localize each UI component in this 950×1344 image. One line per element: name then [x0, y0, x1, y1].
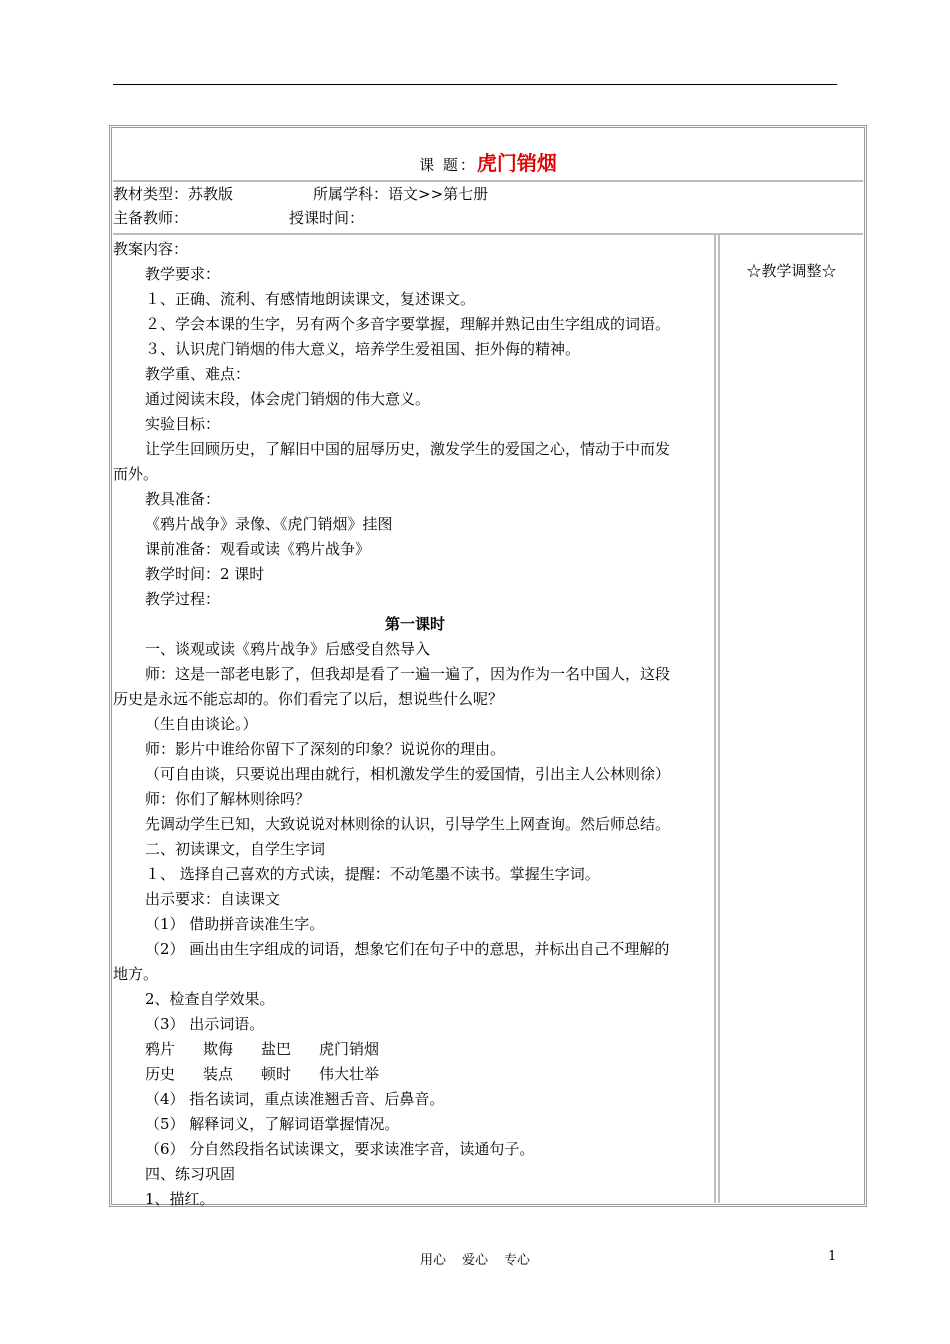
content-line: 先调动学生已知，大致说说对林则徐的认识，引导学生上网查询。然后师总结。 [145, 815, 671, 833]
content-line: 1、描红。 [145, 1190, 215, 1208]
content-line: （可自由谈，只要说出理由就行，相机激发学生的爱国情，引出主人公林则徐） [145, 765, 671, 783]
vocab-row [113, 1037, 717, 1062]
teaching-adjustment-label: ☆教学调整☆ [746, 262, 837, 280]
content-line: 2、检查自学效果。 [145, 990, 275, 1008]
title-row [113, 150, 863, 178]
page-number: 1 [828, 1249, 837, 1264]
content-line: 教学时间：2 课时 [145, 565, 265, 583]
row-divider [113, 180, 863, 182]
content-line: 教案内容： [113, 240, 189, 258]
textbook-type: 教材类型：苏教版 [113, 185, 234, 203]
vocab-word: 虎门销烟 [319, 1040, 380, 1058]
content-line: 教具准备： [145, 490, 221, 508]
content-line: 通过阅读末段，体会虎门销烟的伟大意义。 [145, 390, 431, 408]
content-line: （2） 画出由生字组成的词语，想象它们在句子中的意思，并标出自己不理解的 [145, 940, 670, 958]
title-label: 课 题： [419, 156, 477, 174]
content-line: 师：这是一部老电影了，但我却是看了一遍一遍了，因为作为一名中国人，这段 [145, 665, 671, 683]
row-divider [113, 233, 863, 235]
vocab-word: 鸦片 [145, 1040, 176, 1058]
content-line: 历史是永远不能忘却的。你们看完了以后，想说些什么呢？ [113, 690, 504, 708]
section-heading: 第一课时 [384, 615, 445, 633]
content-line: 教学要求： [145, 265, 221, 283]
content-line: 实验目标： [145, 415, 221, 433]
content-line: （6） 分自然段指名试读课文，要求读准字音，读通句子。 [145, 1140, 535, 1158]
content-line: （4） 指名读词，重点读准翘舌音、后鼻音。 [145, 1090, 445, 1108]
vocab-word: 历史 [145, 1065, 176, 1083]
content-line: 教学过程： [145, 590, 221, 608]
subject: 所属学科：语文>>第七册 [313, 185, 489, 203]
footer-item: 爱心 [461, 1253, 488, 1268]
content-line: （1） 借助拼音读准生字。 [145, 915, 325, 933]
content-line: 四、练习巩固 [145, 1165, 236, 1183]
vocab-word: 欺侮 [203, 1040, 234, 1058]
page-title: 虎门销烟 [476, 151, 557, 175]
content-line: 教学重、难点： [145, 365, 251, 383]
content-line: 《鸦片战争》录像、《虎门销烟》挂图 [145, 515, 393, 533]
content-line: 而外。 [113, 465, 159, 483]
content-line: 课前准备：观看或读《鸦片战争》 [145, 540, 371, 558]
content-line: １、正确、流利、有感情地朗读课文，复述课文。 [145, 290, 476, 308]
content-line: （5） 解释词义，了解词语掌握情况。 [145, 1115, 400, 1133]
vocab-word: 伟大壮举 [319, 1065, 380, 1083]
content-line: 地方。 [113, 965, 159, 983]
footer-item: 用心 [419, 1253, 446, 1268]
lesson-content [113, 237, 717, 1212]
content-line: 师：影片中谁给你留下了深刻的印象？说说你的理由。 [145, 740, 506, 758]
content-line: （3） 出示词语。 [145, 1015, 265, 1033]
header-rule [113, 84, 837, 85]
content-line: （生自由谈论。） [145, 715, 258, 733]
content-line: ２、学会本课的生字，另有两个多音字要掌握，理解并熟记由生字组成的词语。 [145, 315, 671, 333]
teacher: 主备教师： [113, 209, 189, 227]
column-divider [718, 235, 720, 1203]
vocab-word: 装点 [203, 1065, 234, 1083]
page-footer [0, 1249, 950, 1268]
content-line: 二、初读课文，自学生字词 [145, 840, 326, 858]
vocab-word: 顿时 [261, 1065, 292, 1083]
class-time: 授课时间： [289, 209, 365, 227]
vocab-word: 盐巴 [261, 1040, 292, 1058]
content-line: ３、认识虎门销烟的伟大意义，培养学生爱祖国、拒外侮的精神。 [145, 340, 581, 358]
content-line: 师：你们了解林则徐吗？ [145, 790, 311, 808]
content-line: 出示要求：自读课文 [145, 890, 281, 908]
vocab-row [113, 1062, 717, 1087]
footer-item: 专心 [504, 1253, 531, 1268]
content-line: 让学生回顾历史，了解旧中国的屈辱历史，激发学生的爱国之心，情动于中而发 [145, 440, 671, 458]
content-line: １、 选择自己喜欢的方式读，提醒：不动笔墨不读书。掌握生字词。 [145, 865, 600, 883]
content-line: 一、谈观或读《鸦片战争》后感受自然导入 [145, 640, 431, 658]
